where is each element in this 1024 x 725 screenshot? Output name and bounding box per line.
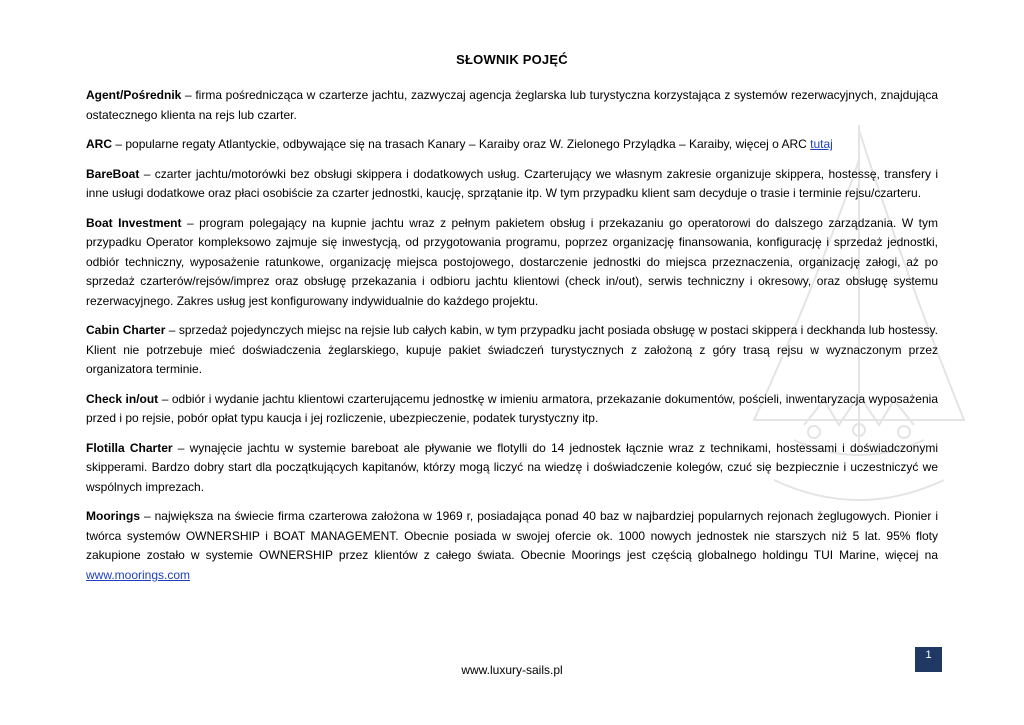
entry-definition: – czarter jachtu/motorówki bez obsługi skippera i dodatkowych usług. Czarterujący we własnym zakresie organizuje skippera, hostessę, transfery i inne usługi dodatkowe oraz płaci osobiście za czarter jednostki, kaucję, sprzątanie itp. W tym przypadku klient sam decyduje o trasie i terminie rejsu/czarteru. xyxy=(86,166,938,200)
entry-term: Flotilla Charter xyxy=(86,440,173,455)
entry-term: Boat Investment xyxy=(86,215,182,230)
entry-definition: – największa na świecie firma czarterowa założona w 1969 r, posiadająca ponad 40 baz w najbardziej popularnych rejonach żeglugowych. Pionier i twórca systemów OWNERSHIP i BOAT MANAGEMENT. Obecnie posiada w swojej ofercie ok. 1000 nowych jednostek nie starszych niż 5 lat. 95% floty zakupione zostało w systemie OWNERSHIP przez klientów z całego świata. Obecnie Moorings jest częścią globalnego holdingu TUI Marine, więcej na xyxy=(86,509,938,562)
entry-term: Moorings xyxy=(86,509,140,523)
entry-definition: – popularne regaty Atlantyckie, odbywające się na trasach Kanary – Karaiby oraz W. Zielonego Przylądka – Karaiby, więcej o ARC xyxy=(112,137,811,151)
glossary-entry-agent xyxy=(86,86,938,125)
moorings-link[interactable]: www.moorings.com xyxy=(86,567,191,582)
glossary-entry-check-in-out xyxy=(86,390,938,429)
footer-website: www.luxury-sails.pl xyxy=(461,663,563,677)
entry-term: Check in/out xyxy=(86,391,159,406)
entry-definition: – odbiór i wydanie jachtu klientowi czarterującemu jednostkę w imieniu armatora, przekazanie dokumentów, pościeli, inwentaryzacja wyposażenia przed i po rejsie, pobór opłat typu kaucja i jej rozliczenie, ubezpieczenie, podatek turystyczny itp. xyxy=(86,391,938,425)
glossary-entry-boat-investment xyxy=(86,214,938,312)
glossary-entry-cabin-charter xyxy=(86,321,938,380)
arc-link[interactable]: tutaj xyxy=(810,137,833,151)
page-title: SŁOWNIK POJĘĆ xyxy=(456,52,568,67)
entry-definition: – program polegający na kupnie jachtu wraz z pełnym pakietem obsług i przekazaniu go operatorowi do dalszego zarządzania. W tym przypadku Operator kompleksowo zajmuje się inwestycją, od przygotowania programu, poprzez organizację finansowania, konfigurację i sprzedaż jednostki, odbiór techniczny, wyposażenie ratunkowe, organizację miejsca postojowego, dostarczenie jednostki do miejsca przeznaczenia, organizację załogi, aż po sprzedaż czarterów/rejsów/imprez oraz obsługę przekazania i odbioru jachtu klientowi (check in/out), serwis techniczny i okresowy, oraz obsługę systemu rezerwacyjnego. Zakres usług jest konfigurowany indywidualnie do każdego projektu. xyxy=(86,215,938,308)
glossary-entry-arc xyxy=(86,135,938,155)
entry-term: Cabin Charter xyxy=(86,323,166,337)
entry-term: Agent/Pośrednik xyxy=(86,88,182,102)
entry-definition: – sprzedaż pojedynczych miejsc na rejsie lub całych kabin, w tym przypadku jacht posiada obsługę w postaci skippera i deckhanda lub hostessy. Klient nie potrzebuje mieć doświadczenia żeglarskiego, kupuje pakiet świadczeń turystycznych z założoną z góry trasą rejsu w wyznaczonym przez organizatora terminie. xyxy=(86,323,938,376)
page-number-badge: 1 xyxy=(915,647,942,672)
glossary-entry-flotilla-charter xyxy=(86,439,938,498)
entry-term: ARC xyxy=(86,137,112,151)
glossary-entry-bareboat xyxy=(86,165,938,204)
glossary-entry-moorings xyxy=(86,507,938,585)
entry-term: BareBoat xyxy=(86,166,140,181)
entry-definition: – wynajęcie jachtu w systemie bareboat ale pływanie we flotylli do 14 jednostek łącznie wraz z technikami, hostessami i doświadczonymi skipperami. Bardzo dobry start dla początkujących kapitanów, którzy mogą liczyć na wiedzę i doświadczenie kolegów, czuć się bezpiecznie i uczestniczyć we wspólnych imprezach. xyxy=(86,440,939,494)
glossary-list xyxy=(86,86,938,595)
entry-definition: – firma pośrednicząca w czarterze jachtu, zazwyczaj agencja żeglarska lub turystyczna korzystająca z systemów rezerwacyjnych, znajdująca ostatecznego klienta na rejs lub czarter. xyxy=(86,88,938,122)
